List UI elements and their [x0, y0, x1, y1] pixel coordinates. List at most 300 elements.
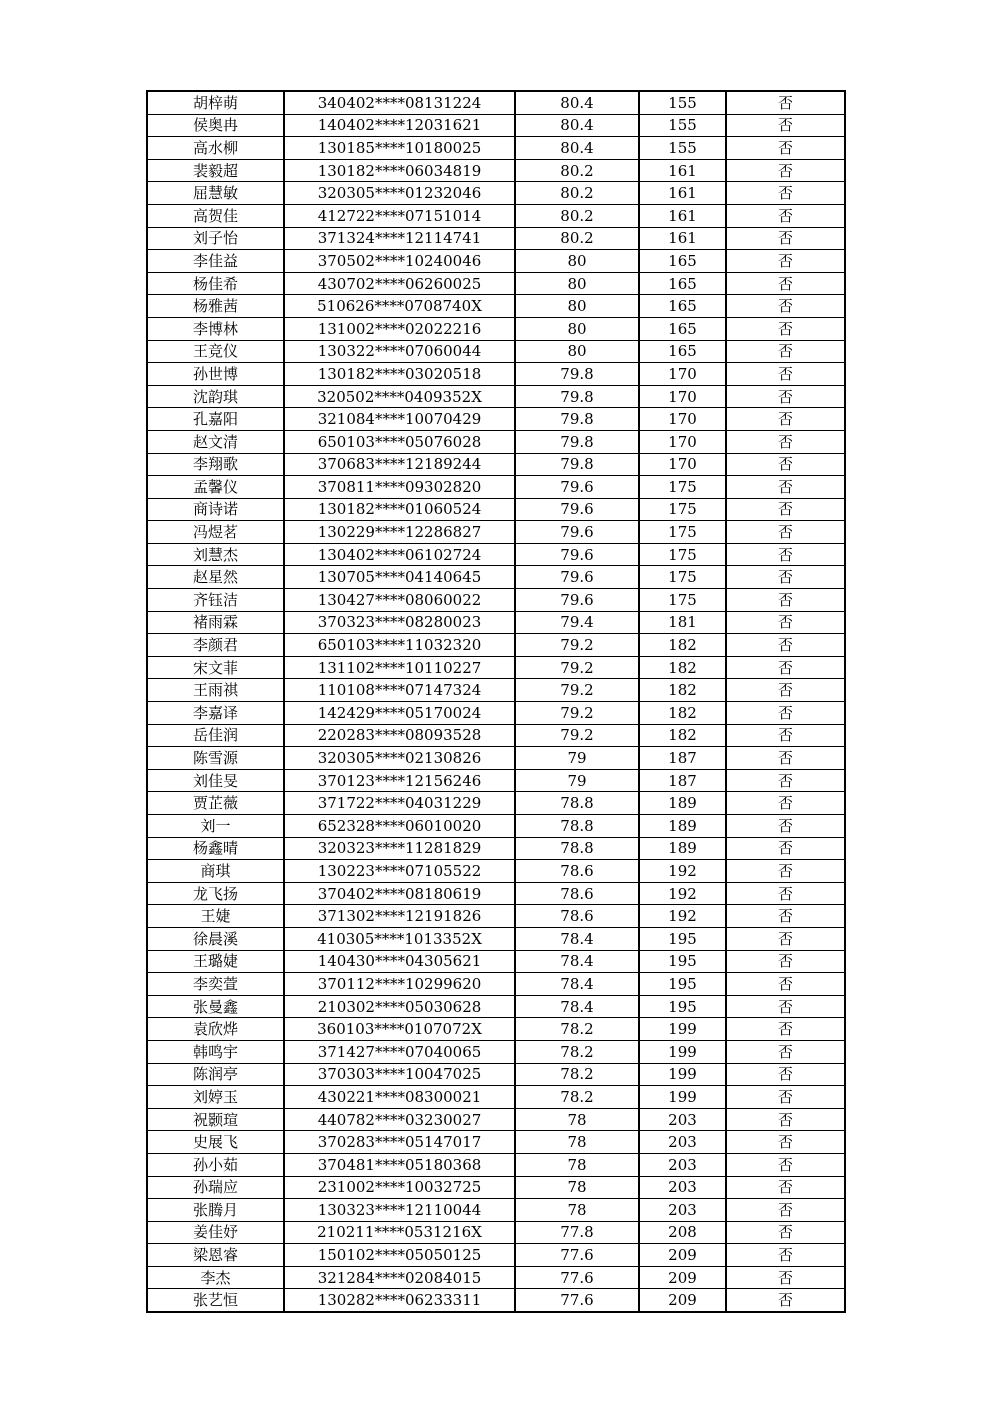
table-row	[147, 1063, 845, 1086]
table-row	[147, 882, 845, 905]
flag-cell: 否	[726, 476, 845, 499]
id-number-cell: 130323****12110044	[284, 1199, 515, 1222]
name-cell: 梁恩睿	[147, 1244, 284, 1267]
id-number-cell: 370112****10299620	[284, 973, 515, 996]
score-cell: 79	[515, 769, 639, 792]
rank-cell: 199	[639, 1040, 726, 1063]
name-cell: 赵文清	[147, 430, 284, 453]
id-number-cell: 131002****02022216	[284, 317, 515, 340]
score-cell: 78.4	[515, 973, 639, 996]
table-row	[147, 385, 845, 408]
flag-cell: 否	[726, 453, 845, 476]
flag-cell: 否	[726, 1153, 845, 1176]
score-cell: 78	[515, 1153, 639, 1176]
name-cell: 刘婷玉	[147, 1086, 284, 1109]
table-row	[147, 114, 845, 137]
results-table-body	[147, 91, 845, 1312]
table-row	[147, 769, 845, 792]
score-cell: 77.6	[515, 1244, 639, 1267]
name-cell: 宋文菲	[147, 656, 284, 679]
rank-cell: 208	[639, 1221, 726, 1244]
score-cell: 77.6	[515, 1266, 639, 1289]
score-cell: 78	[515, 1131, 639, 1154]
name-cell: 屈慧敏	[147, 182, 284, 205]
flag-cell: 否	[726, 408, 845, 431]
id-number-cell: 650103****11032320	[284, 634, 515, 657]
flag-cell: 否	[726, 363, 845, 386]
table-row	[147, 1244, 845, 1267]
rank-cell: 189	[639, 815, 726, 838]
name-cell: 刘子怡	[147, 227, 284, 250]
flag-cell: 否	[726, 905, 845, 928]
name-cell: 王婕	[147, 905, 284, 928]
id-number-cell: 321084****10070429	[284, 408, 515, 431]
flag-cell: 否	[726, 1176, 845, 1199]
name-cell: 裴毅超	[147, 159, 284, 182]
flag-cell: 否	[726, 91, 845, 114]
rank-cell: 155	[639, 91, 726, 114]
table-row	[147, 295, 845, 318]
table-row	[147, 656, 845, 679]
flag-cell: 否	[726, 792, 845, 815]
rank-cell: 165	[639, 272, 726, 295]
table-row	[147, 1289, 845, 1312]
flag-cell: 否	[726, 1199, 845, 1222]
score-cell: 79.2	[515, 702, 639, 725]
rank-cell: 203	[639, 1108, 726, 1131]
flag-cell: 否	[726, 272, 845, 295]
id-number-cell: 412722****07151014	[284, 204, 515, 227]
id-number-cell: 110108****07147324	[284, 679, 515, 702]
table-row	[147, 453, 845, 476]
flag-cell: 否	[726, 317, 845, 340]
rank-cell: 195	[639, 995, 726, 1018]
flag-cell: 否	[726, 543, 845, 566]
score-cell: 79.6	[515, 521, 639, 544]
id-number-cell: 652328****06010020	[284, 815, 515, 838]
flag-cell: 否	[726, 204, 845, 227]
table-row	[147, 815, 845, 838]
score-cell: 79.8	[515, 430, 639, 453]
rank-cell: 209	[639, 1266, 726, 1289]
rank-cell: 165	[639, 250, 726, 273]
name-cell: 祝颢瑄	[147, 1108, 284, 1131]
score-cell: 78.4	[515, 995, 639, 1018]
name-cell: 王璐婕	[147, 950, 284, 973]
flag-cell: 否	[726, 1040, 845, 1063]
flag-cell: 否	[726, 882, 845, 905]
score-cell: 80	[515, 295, 639, 318]
score-cell: 79.8	[515, 408, 639, 431]
name-cell: 刘慧杰	[147, 543, 284, 566]
id-number-cell: 130427****08060022	[284, 589, 515, 612]
table-row	[147, 340, 845, 363]
score-cell: 80.2	[515, 182, 639, 205]
table-row	[147, 927, 845, 950]
name-cell: 孔嘉阳	[147, 408, 284, 431]
id-number-cell: 150102****05050125	[284, 1244, 515, 1267]
rank-cell: 175	[639, 476, 726, 499]
table-row	[147, 611, 845, 634]
flag-cell: 否	[726, 973, 845, 996]
score-cell: 78.2	[515, 1086, 639, 1109]
name-cell: 商诗诺	[147, 498, 284, 521]
table-row	[147, 1221, 845, 1244]
score-cell: 79.2	[515, 679, 639, 702]
rank-cell: 189	[639, 792, 726, 815]
score-cell: 79	[515, 747, 639, 770]
table-row	[147, 272, 845, 295]
score-cell: 79.2	[515, 724, 639, 747]
score-cell: 77.8	[515, 1221, 639, 1244]
name-cell: 齐钰洁	[147, 589, 284, 612]
flag-cell: 否	[726, 340, 845, 363]
table-row	[147, 182, 845, 205]
table-row	[147, 950, 845, 973]
flag-cell: 否	[726, 837, 845, 860]
table-row	[147, 589, 845, 612]
rank-cell: 203	[639, 1153, 726, 1176]
table-row	[147, 1266, 845, 1289]
score-cell: 78.2	[515, 1040, 639, 1063]
id-number-cell: 370402****08180619	[284, 882, 515, 905]
name-cell: 岳佳润	[147, 724, 284, 747]
flag-cell: 否	[726, 250, 845, 273]
score-cell: 79.6	[515, 498, 639, 521]
rank-cell: 165	[639, 340, 726, 363]
name-cell: 赵星然	[147, 566, 284, 589]
name-cell: 杨鑫晴	[147, 837, 284, 860]
flag-cell: 否	[726, 227, 845, 250]
score-cell: 78.4	[515, 927, 639, 950]
score-cell: 78.4	[515, 950, 639, 973]
score-cell: 79.4	[515, 611, 639, 634]
rank-cell: 165	[639, 295, 726, 318]
score-cell: 79.6	[515, 476, 639, 499]
id-number-cell: 320305****01232046	[284, 182, 515, 205]
flag-cell: 否	[726, 1108, 845, 1131]
table-row	[147, 521, 845, 544]
id-number-cell: 371302****12191826	[284, 905, 515, 928]
rank-cell: 161	[639, 227, 726, 250]
name-cell: 姜佳妤	[147, 1221, 284, 1244]
flag-cell: 否	[726, 860, 845, 883]
id-number-cell: 371324****12114741	[284, 227, 515, 250]
id-number-cell: 371722****04031229	[284, 792, 515, 815]
score-cell: 78.2	[515, 1063, 639, 1086]
rank-cell: 195	[639, 973, 726, 996]
id-number-cell: 370283****05147017	[284, 1131, 515, 1154]
name-cell: 韩鸣宇	[147, 1040, 284, 1063]
id-number-cell: 140402****12031621	[284, 114, 515, 137]
score-cell: 80.4	[515, 137, 639, 160]
name-cell: 杨佳希	[147, 272, 284, 295]
rank-cell: 203	[639, 1199, 726, 1222]
name-cell: 王雨祺	[147, 679, 284, 702]
rank-cell: 192	[639, 882, 726, 905]
id-number-cell: 370502****10240046	[284, 250, 515, 273]
flag-cell: 否	[726, 182, 845, 205]
results-table	[146, 90, 846, 1313]
id-number-cell: 440782****03230027	[284, 1108, 515, 1131]
rank-cell: 170	[639, 385, 726, 408]
score-cell: 78	[515, 1199, 639, 1222]
id-number-cell: 231002****10032725	[284, 1176, 515, 1199]
table-row	[147, 250, 845, 273]
table-row	[147, 430, 845, 453]
id-number-cell: 371427****07040065	[284, 1040, 515, 1063]
flag-cell: 否	[726, 1131, 845, 1154]
id-number-cell: 320305****02130826	[284, 747, 515, 770]
id-number-cell: 130182****01060524	[284, 498, 515, 521]
name-cell: 孙世博	[147, 363, 284, 386]
score-cell: 79.2	[515, 634, 639, 657]
table-row	[147, 792, 845, 815]
score-cell: 78.2	[515, 1018, 639, 1041]
rank-cell: 203	[639, 1176, 726, 1199]
score-cell: 78.8	[515, 837, 639, 860]
name-cell: 沈韵琪	[147, 385, 284, 408]
table-row	[147, 1199, 845, 1222]
name-cell: 孟馨仪	[147, 476, 284, 499]
name-cell: 高水柳	[147, 137, 284, 160]
id-number-cell: 320502****0409352X	[284, 385, 515, 408]
score-cell: 78.8	[515, 792, 639, 815]
rank-cell: 199	[639, 1086, 726, 1109]
table-row	[147, 476, 845, 499]
rank-cell: 187	[639, 747, 726, 770]
id-number-cell: 130223****07105522	[284, 860, 515, 883]
table-row	[147, 317, 845, 340]
name-cell: 徐晨溪	[147, 927, 284, 950]
rank-cell: 187	[639, 769, 726, 792]
name-cell: 刘一	[147, 815, 284, 838]
score-cell: 79.2	[515, 656, 639, 679]
rank-cell: 192	[639, 860, 726, 883]
rank-cell: 182	[639, 724, 726, 747]
id-number-cell: 370303****10047025	[284, 1063, 515, 1086]
flag-cell: 否	[726, 747, 845, 770]
id-number-cell: 370323****08280023	[284, 611, 515, 634]
table-row	[147, 679, 845, 702]
id-number-cell: 370481****05180368	[284, 1153, 515, 1176]
id-number-cell: 130402****06102724	[284, 543, 515, 566]
name-cell: 李杰	[147, 1266, 284, 1289]
id-number-cell: 650103****05076028	[284, 430, 515, 453]
id-number-cell: 510626****0708740X	[284, 295, 515, 318]
rank-cell: 161	[639, 182, 726, 205]
rank-cell: 182	[639, 634, 726, 657]
flag-cell: 否	[726, 1266, 845, 1289]
table-row	[147, 905, 845, 928]
table-row	[147, 747, 845, 770]
rank-cell: 155	[639, 137, 726, 160]
name-cell: 冯煜茗	[147, 521, 284, 544]
flag-cell: 否	[726, 566, 845, 589]
score-cell: 79.8	[515, 363, 639, 386]
name-cell: 张腾月	[147, 1199, 284, 1222]
table-row	[147, 498, 845, 521]
score-cell: 79.8	[515, 453, 639, 476]
rank-cell: 209	[639, 1289, 726, 1312]
flag-cell: 否	[726, 498, 845, 521]
table-row	[147, 995, 845, 1018]
rank-cell: 161	[639, 204, 726, 227]
table-row	[147, 837, 845, 860]
rank-cell: 182	[639, 656, 726, 679]
id-number-cell: 130185****10180025	[284, 137, 515, 160]
name-cell: 张曼鑫	[147, 995, 284, 1018]
score-cell: 80.2	[515, 204, 639, 227]
flag-cell: 否	[726, 611, 845, 634]
score-cell: 80	[515, 340, 639, 363]
name-cell: 侯奥冉	[147, 114, 284, 137]
id-number-cell: 140430****04305621	[284, 950, 515, 973]
score-cell: 78.6	[515, 860, 639, 883]
rank-cell: 195	[639, 950, 726, 973]
id-number-cell: 142429****05170024	[284, 702, 515, 725]
name-cell: 孙小茹	[147, 1153, 284, 1176]
name-cell: 李翔歌	[147, 453, 284, 476]
flag-cell: 否	[726, 589, 845, 612]
name-cell: 史展飞	[147, 1131, 284, 1154]
rank-cell: 182	[639, 679, 726, 702]
rank-cell: 170	[639, 430, 726, 453]
id-number-cell: 370811****09302820	[284, 476, 515, 499]
score-cell: 80.4	[515, 91, 639, 114]
rank-cell: 189	[639, 837, 726, 860]
score-cell: 79.8	[515, 385, 639, 408]
flag-cell: 否	[726, 950, 845, 973]
score-cell: 80.2	[515, 227, 639, 250]
table-row	[147, 1176, 845, 1199]
score-cell: 80	[515, 272, 639, 295]
table-row	[147, 91, 845, 114]
table-row	[147, 363, 845, 386]
rank-cell: 182	[639, 702, 726, 725]
table-row	[147, 204, 845, 227]
flag-cell: 否	[726, 1018, 845, 1041]
flag-cell: 否	[726, 769, 845, 792]
flag-cell: 否	[726, 137, 845, 160]
name-cell: 高贺佳	[147, 204, 284, 227]
rank-cell: 209	[639, 1244, 726, 1267]
name-cell: 陈雪源	[147, 747, 284, 770]
flag-cell: 否	[726, 430, 845, 453]
id-number-cell: 370123****12156246	[284, 769, 515, 792]
id-number-cell: 210302****05030628	[284, 995, 515, 1018]
name-cell: 张艺恒	[147, 1289, 284, 1312]
flag-cell: 否	[726, 1086, 845, 1109]
rank-cell: 165	[639, 317, 726, 340]
table-row	[147, 227, 845, 250]
flag-cell: 否	[726, 656, 845, 679]
score-cell: 78	[515, 1176, 639, 1199]
flag-cell: 否	[726, 1221, 845, 1244]
score-cell: 80.2	[515, 159, 639, 182]
score-cell: 80	[515, 317, 639, 340]
flag-cell: 否	[726, 679, 845, 702]
score-cell: 80.4	[515, 114, 639, 137]
rank-cell: 175	[639, 498, 726, 521]
rank-cell: 175	[639, 566, 726, 589]
table-row	[147, 1040, 845, 1063]
flag-cell: 否	[726, 295, 845, 318]
table-row	[147, 543, 845, 566]
flag-cell: 否	[726, 114, 845, 137]
rank-cell: 203	[639, 1131, 726, 1154]
rank-cell: 199	[639, 1018, 726, 1041]
flag-cell: 否	[726, 1244, 845, 1267]
flag-cell: 否	[726, 634, 845, 657]
name-cell: 陈润亭	[147, 1063, 284, 1086]
table-row	[147, 860, 845, 883]
name-cell: 李颜君	[147, 634, 284, 657]
table-row	[147, 159, 845, 182]
name-cell: 杨雅茜	[147, 295, 284, 318]
rank-cell: 155	[639, 114, 726, 137]
id-number-cell: 430702****06260025	[284, 272, 515, 295]
table-row	[147, 1108, 845, 1131]
id-number-cell: 210211****0531216X	[284, 1221, 515, 1244]
id-number-cell: 410305****1013352X	[284, 927, 515, 950]
id-number-cell: 360103****0107072X	[284, 1018, 515, 1041]
flag-cell: 否	[726, 724, 845, 747]
score-cell: 79.6	[515, 566, 639, 589]
name-cell: 胡梓萌	[147, 91, 284, 114]
score-cell: 77.6	[515, 1289, 639, 1312]
flag-cell: 否	[726, 1063, 845, 1086]
id-number-cell: 130182****03020518	[284, 363, 515, 386]
flag-cell: 否	[726, 521, 845, 544]
table-row	[147, 408, 845, 431]
id-number-cell: 130705****04140645	[284, 566, 515, 589]
flag-cell: 否	[726, 702, 845, 725]
name-cell: 李奕萱	[147, 973, 284, 996]
name-cell: 李博林	[147, 317, 284, 340]
rank-cell: 181	[639, 611, 726, 634]
id-number-cell: 321284****02084015	[284, 1266, 515, 1289]
rank-cell: 175	[639, 543, 726, 566]
name-cell: 袁欣烨	[147, 1018, 284, 1041]
id-number-cell: 370683****12189244	[284, 453, 515, 476]
score-cell: 79.6	[515, 543, 639, 566]
table-row	[147, 1153, 845, 1176]
table-row	[147, 702, 845, 725]
rank-cell: 170	[639, 363, 726, 386]
rank-cell: 161	[639, 159, 726, 182]
table-row	[147, 137, 845, 160]
rank-cell: 175	[639, 521, 726, 544]
name-cell: 商琪	[147, 860, 284, 883]
rank-cell: 170	[639, 408, 726, 431]
name-cell: 贾芷薇	[147, 792, 284, 815]
name-cell: 褚雨霖	[147, 611, 284, 634]
score-cell: 78.6	[515, 905, 639, 928]
id-number-cell: 430221****08300021	[284, 1086, 515, 1109]
rank-cell: 170	[639, 453, 726, 476]
id-number-cell: 130282****06233311	[284, 1289, 515, 1312]
table-row	[147, 724, 845, 747]
name-cell: 李嘉译	[147, 702, 284, 725]
table-row	[147, 973, 845, 996]
rank-cell: 195	[639, 927, 726, 950]
id-number-cell: 130182****06034819	[284, 159, 515, 182]
id-number-cell: 320323****11281829	[284, 837, 515, 860]
name-cell: 李佳益	[147, 250, 284, 273]
table-row	[147, 634, 845, 657]
table-row	[147, 1018, 845, 1041]
